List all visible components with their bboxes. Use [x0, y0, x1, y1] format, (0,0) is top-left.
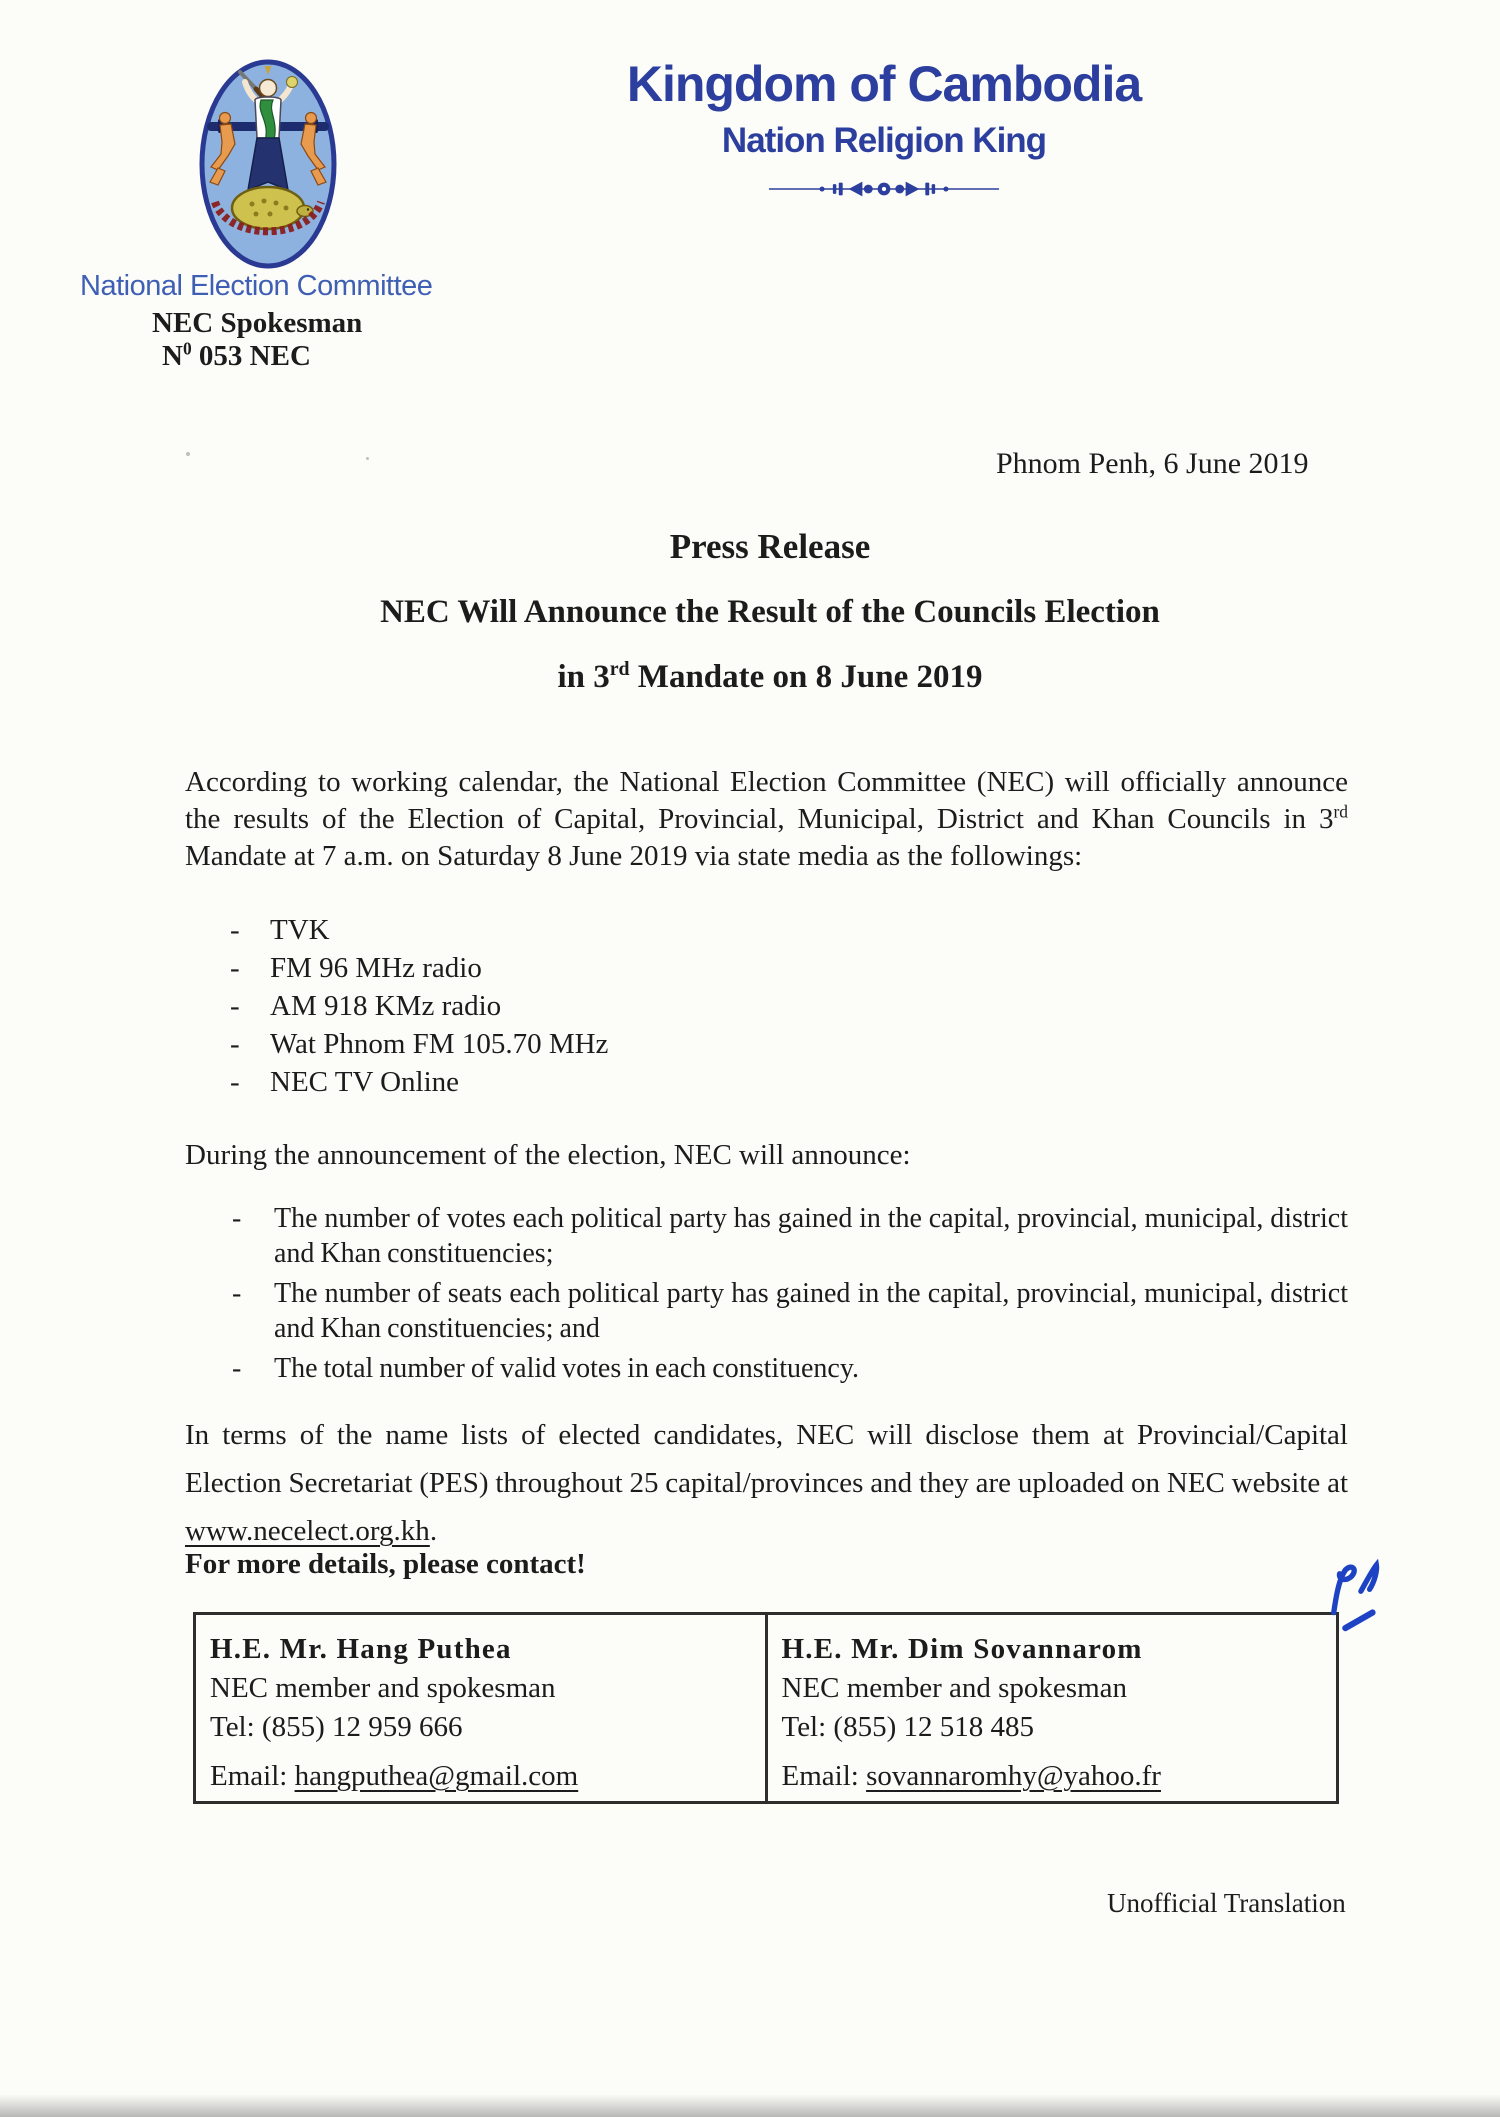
- body-paragraph-3: In terms of the name lists of elected candidates, NEC will disclose them at Provincial/Capital Election Secretariat (PES) throughout 25 capital/provinces and they are uploaded on NEC website at www.necelect.org.kh.: [185, 1419, 1348, 1547]
- scan-speck: [366, 457, 369, 460]
- org-name: National Election Committee: [80, 270, 433, 302]
- nec-website-link[interactable]: www.necelect.org.kh: [185, 1515, 430, 1547]
- bullet-dash: -: [230, 952, 240, 984]
- headline-line1: NEC Will Announce the Result of the Councils Election: [380, 594, 1160, 630]
- bullet-dash: -: [232, 1203, 242, 1234]
- footer-note: Unofficial Translation: [1107, 1888, 1346, 1918]
- contact-name: H.E. Mr. Hang Puthea: [210, 1633, 512, 1665]
- announce-list-item: - The number of votes each political party has gained in the capital, provincial, municipal, district and Khan constituencies;: [232, 1203, 1348, 1269]
- media-list-item: - FM 96 MHz radio: [185, 949, 1285, 987]
- doc-number: $N^0$ 053 NEC: [162, 338, 311, 372]
- office-title: NEC Spokesman: [152, 307, 363, 339]
- headline-line2: in 3rd Mandate on 8 June 2019: [557, 658, 983, 695]
- media-list-item: - Wat Phnom FM 105.70 MHz: [185, 1025, 1285, 1063]
- bullet-dash: -: [230, 1066, 240, 1098]
- header-divider-icon: [560, 179, 1208, 204]
- contact-email-link[interactable]: sovannaromhy@yahoo.fr: [866, 1760, 1161, 1792]
- media-list: [185, 911, 1285, 1101]
- contact-heading: For more details, please contact!: [185, 1548, 586, 1580]
- national-header: [560, 55, 1208, 204]
- contact-tel: Tel: (855) 12 959 666: [210, 1711, 463, 1743]
- motto: Nation Religion King: [721, 121, 1047, 160]
- contact-email-link[interactable]: hangputhea@gmail.com: [294, 1760, 579, 1792]
- bullet-dash: -: [230, 990, 240, 1022]
- media-list-item: - NEC TV Online: [185, 1063, 1285, 1101]
- bullet-dash: -: [230, 914, 240, 946]
- scan-edge: [0, 2094, 1500, 2117]
- body-paragraph-2: During the announcement of the election, NEC will announce:: [185, 1139, 911, 1171]
- contact-role: NEC member and spokesman: [781, 1672, 1128, 1704]
- scan-speck: [186, 452, 190, 456]
- contact-name: H.E. Mr. Dim Sovannarom: [781, 1633, 1143, 1665]
- contact-role: NEC member and spokesman: [210, 1672, 556, 1704]
- contact-cell-left: [196, 1615, 768, 1801]
- bullet-dash: -: [232, 1353, 242, 1384]
- contacts-table: [193, 1612, 1339, 1804]
- bullet-dash: -: [232, 1278, 242, 1309]
- dateline: Phnom Penh, 6 June 2019: [996, 447, 1309, 480]
- announce-list: [185, 1201, 1348, 1391]
- kingdom-title: Kingdom of Cambodia: [626, 56, 1142, 112]
- body-paragraph-1: According to working calendar, the National Election Committee (NEC) will officially announce the results of the Election of Capital, Provincial, Municipal, District and Khan Councils in 3rd Mandate at 7 a.m. on Saturday 8 June 2019 via state media as the followings:: [185, 766, 1348, 872]
- contact-tel: Tel: (855) 12 518 485: [781, 1711, 1034, 1743]
- contact-email: Email: hangputhea@gmail.com: [210, 1760, 579, 1792]
- announce-list-item: - The total number of valid votes in each constituency.: [232, 1353, 860, 1384]
- press-release-title: Press Release: [669, 527, 871, 566]
- nec-emblem-icon: [198, 58, 338, 270]
- contact-cell-right: [768, 1615, 1337, 1801]
- media-list-item: - TVK: [185, 911, 1285, 949]
- announce-list-item: - The number of seats each political party has gained in the capital, provincial, municipal, district and Khan constituencies; and: [232, 1278, 1348, 1344]
- pen-initials-icon: [1326, 1558, 1388, 1640]
- bullet-dash: -: [230, 1028, 240, 1060]
- contact-email: Email: sovannaromhy@yahoo.fr: [781, 1760, 1161, 1792]
- media-list-item: - AM 918 KMz radio: [185, 987, 1285, 1025]
